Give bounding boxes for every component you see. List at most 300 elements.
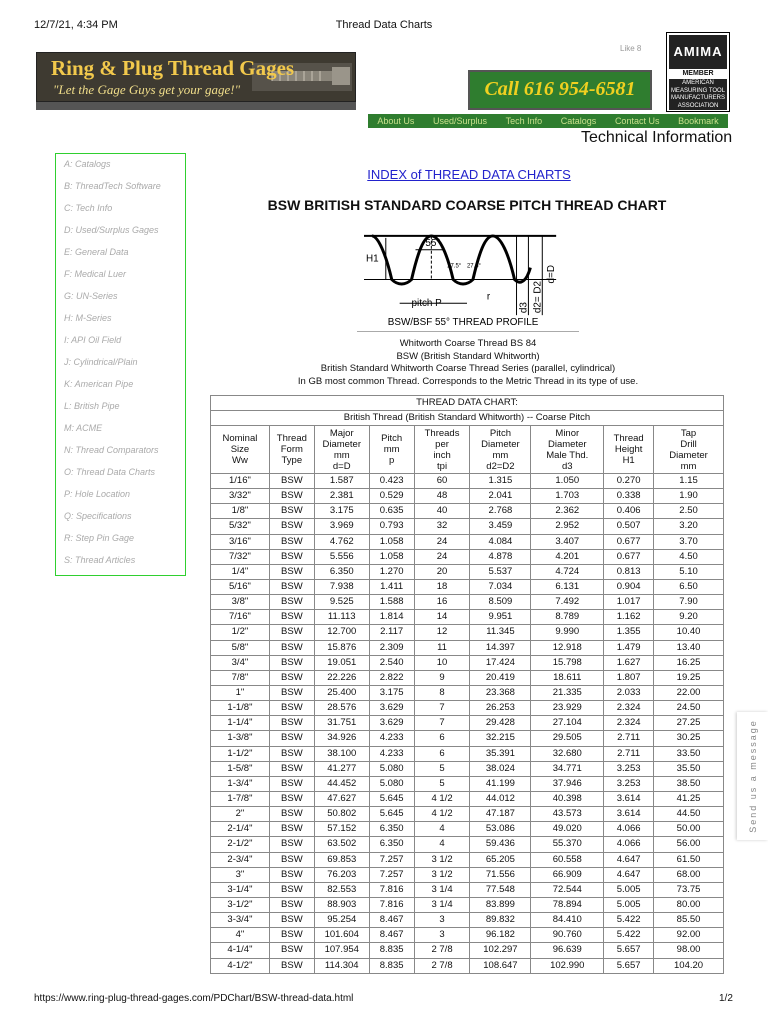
table-cell: 1.807 <box>604 670 654 685</box>
table-cell: BSW <box>269 943 314 958</box>
table-cell: 55.370 <box>531 837 604 852</box>
table-cell: 3 1/2 <box>414 852 470 867</box>
table-cell: 40.398 <box>531 791 604 806</box>
table-cell: 68.00 <box>654 867 724 882</box>
table-cell: 16 <box>414 595 470 610</box>
table-cell: 107.954 <box>314 943 369 958</box>
table-cell: 2.381 <box>314 489 369 504</box>
table-cell: 1.814 <box>369 610 414 625</box>
table-cell: 28.576 <box>314 701 369 716</box>
table-cell: 5/8" <box>211 640 270 655</box>
table-cell: 7.492 <box>531 595 604 610</box>
table-cell: 1.050 <box>531 474 604 489</box>
table-cell: 14.397 <box>470 640 531 655</box>
table-row <box>211 610 724 625</box>
table-cell: 2.324 <box>604 716 654 731</box>
column-header <box>531 426 604 474</box>
table-cell: 4" <box>211 928 270 943</box>
column-header-line: H1 <box>622 455 635 466</box>
table-cell: 4.233 <box>369 746 414 761</box>
table-cell: 5.080 <box>369 776 414 791</box>
table-cell: 5.645 <box>369 807 414 822</box>
table-cell: 38.50 <box>654 776 724 791</box>
table-cell: BSW <box>269 761 314 776</box>
table-cell: 14 <box>414 610 470 625</box>
table-cell: 50.00 <box>654 822 724 837</box>
table-cell: 12.700 <box>314 625 369 640</box>
table-cell: BSW <box>269 519 314 534</box>
table-cell: 4-1/2" <box>211 958 270 973</box>
table-cell: 72.544 <box>531 882 604 897</box>
column-header <box>654 426 724 474</box>
table-cell: 49.020 <box>531 822 604 837</box>
table-cell: 66.909 <box>531 867 604 882</box>
table-cell: 104.20 <box>654 958 724 973</box>
table-cell: 4.647 <box>604 867 654 882</box>
table-cell: 9.20 <box>654 610 724 625</box>
nav-tech-info[interactable]: Tech Info <box>505 116 543 126</box>
table-cell: 3.175 <box>314 504 369 519</box>
table-cell: 3/32" <box>211 489 270 504</box>
table-cell: BSW <box>269 867 314 882</box>
like-counter[interactable]: Like 8 <box>620 44 642 53</box>
table-cell: 11 <box>414 640 470 655</box>
table-cell: 2.711 <box>604 731 654 746</box>
table-cell: 2-3/4" <box>211 852 270 867</box>
table-cell: 53.086 <box>470 822 531 837</box>
table-cell: 96.182 <box>470 928 531 943</box>
table-cell: 5/16" <box>211 579 270 594</box>
table-row <box>211 837 724 852</box>
table-cell: 8.835 <box>369 958 414 973</box>
table-cell: 19.051 <box>314 655 369 670</box>
table-cell: 22.00 <box>654 685 724 700</box>
table-cell: 44.012 <box>470 791 531 806</box>
table-cell: 2.033 <box>604 685 654 700</box>
print-page-number: 1/2 <box>719 993 733 1004</box>
table-cell: 102.297 <box>470 943 531 958</box>
table-cell: 5 <box>414 776 470 791</box>
table-cell: 24.50 <box>654 701 724 716</box>
amima-assoc-line: MANUFACTURERS <box>670 95 725 101</box>
table-cell: 8.467 <box>369 928 414 943</box>
sidebar-item-used-surplus[interactable]: D: Used/Surplus Gages <box>64 225 159 235</box>
table-cell: 1-1/4" <box>211 716 270 731</box>
table-cell: 4-1/4" <box>211 943 270 958</box>
table-cell: 24 <box>414 534 470 549</box>
sidebar-item-specifications[interactable]: Q: Specifications <box>64 511 132 521</box>
table-row <box>211 822 724 837</box>
table-cell: BSW <box>269 670 314 685</box>
table-cell: 1.355 <box>604 625 654 640</box>
table-cell: 2.768 <box>470 504 531 519</box>
table-cell: 1.162 <box>604 610 654 625</box>
table-cell: 32 <box>414 519 470 534</box>
diagram-angle-label: 55° <box>425 237 441 249</box>
table-cell: 41.25 <box>654 791 724 806</box>
table-cell: BSW <box>269 852 314 867</box>
table-cell: 29.428 <box>470 716 531 731</box>
sidebar-item-un-series[interactable]: G: UN-Series <box>64 291 118 301</box>
table-cell: 35.391 <box>470 746 531 761</box>
column-header-line: Minor <box>555 427 580 439</box>
thread-description <box>0 338 768 388</box>
column-header-line: inch <box>433 449 451 461</box>
table-cell: 4.762 <box>314 534 369 549</box>
table-cell: 1-5/8" <box>211 761 270 776</box>
table-cell: 3.614 <box>604 807 654 822</box>
table-cell: 17.424 <box>470 655 531 670</box>
table-cell: BSW <box>269 731 314 746</box>
table-cell: 25.400 <box>314 685 369 700</box>
send-message-label: Send us a message <box>747 719 758 833</box>
table-cell: 1.315 <box>470 474 531 489</box>
sidebar-item-acme[interactable]: M: ACME <box>64 423 103 433</box>
table-cell: 37.946 <box>531 776 604 791</box>
table-cell: 0.270 <box>604 474 654 489</box>
table-cell: 2-1/2" <box>211 837 270 852</box>
column-header-line: Tap <box>680 427 697 439</box>
sidebar-item-british-pipe[interactable]: L: British Pipe <box>64 401 120 411</box>
table-cell: 2 7/8 <box>414 958 470 973</box>
diagram-small-angle-right: 27.5° <box>467 263 481 270</box>
table-cell: BSW <box>269 913 314 928</box>
table-cell: 0.904 <box>604 579 654 594</box>
amima-member-badge[interactable] <box>666 32 730 112</box>
call-button[interactable] <box>468 70 652 110</box>
table-cell: 2.540 <box>369 655 414 670</box>
table-cell: BSW <box>269 549 314 564</box>
table-cell: BSW <box>269 504 314 519</box>
column-header-line: Diameter <box>669 449 708 461</box>
column-header <box>470 426 531 474</box>
table-cell: 4.878 <box>470 549 531 564</box>
table-cell: 8.789 <box>531 610 604 625</box>
nav-bookmark[interactable]: Bookmark <box>678 116 719 126</box>
table-cell: 3/16" <box>211 534 270 549</box>
table-cell: 6.50 <box>654 579 724 594</box>
table-cell: 2.309 <box>369 640 414 655</box>
table-cell: 83.899 <box>470 897 531 912</box>
table-cell: BSW <box>269 716 314 731</box>
table-cell: 3.407 <box>531 534 604 549</box>
table-cell: 3.20 <box>654 519 724 534</box>
table-cell: 1" <box>211 685 270 700</box>
call-button-label: Call 616 954-6581 <box>484 78 636 100</box>
sidebar-item-american-pipe[interactable]: K: American Pipe <box>64 379 134 389</box>
table-row <box>211 852 724 867</box>
nav-contact-us[interactable]: Contact Us <box>614 116 660 126</box>
column-header-line: Male Thd. <box>546 449 589 461</box>
table-row <box>211 897 724 912</box>
sidebar-item-hole-location[interactable]: P: Hole Location <box>64 489 131 499</box>
table-cell: 13.40 <box>654 640 724 655</box>
table-cell: 3 <box>414 913 470 928</box>
table-row <box>211 807 724 822</box>
sidebar-item-thread-data-charts[interactable]: O: Thread Data Charts <box>64 467 156 477</box>
table-cell: 7.034 <box>470 579 531 594</box>
table-cell: 80.00 <box>654 897 724 912</box>
table-cell: 0.813 <box>604 564 654 579</box>
table-cell: 8.835 <box>369 943 414 958</box>
table-cell: 1.587 <box>314 474 369 489</box>
table-cell: 5.422 <box>604 928 654 943</box>
table-cell: 2.952 <box>531 519 604 534</box>
table-subcaption-row <box>211 411 724 426</box>
table-cell: 12.918 <box>531 640 604 655</box>
table-cell: BSW <box>269 958 314 973</box>
table-cell: 15.876 <box>314 640 369 655</box>
table-cell: 6.350 <box>314 564 369 579</box>
table-cell: 3.969 <box>314 519 369 534</box>
table-cell: 5.537 <box>470 564 531 579</box>
table-cell: 7.257 <box>369 852 414 867</box>
table-cell: 3.70 <box>654 534 724 549</box>
nav-used-surplus[interactable]: Used/Surplus <box>432 116 487 126</box>
table-cell: 34.926 <box>314 731 369 746</box>
description-line: Whitworth Coarse Thread BS 84 <box>399 338 537 349</box>
table-cell: 16.25 <box>654 655 724 670</box>
table-cell: 27.104 <box>531 716 604 731</box>
table-cell: 30.25 <box>654 731 724 746</box>
nav-catalogs[interactable]: Catalogs <box>560 116 597 126</box>
column-header <box>369 426 414 474</box>
table-cell: 0.529 <box>369 489 414 504</box>
table-row <box>211 625 724 640</box>
sidebar-item-threadtech-software[interactable]: B: ThreadTech Software <box>64 181 161 191</box>
table-row <box>211 685 724 700</box>
site-slogan: "Let the Gage Guys get your gage!" <box>53 82 241 97</box>
table-cell: 4.201 <box>531 549 604 564</box>
sidebar-item-medical-luer[interactable]: F: Medical Luer <box>64 269 127 279</box>
table-cell: 44.50 <box>654 807 724 822</box>
table-cell: 2.822 <box>369 670 414 685</box>
table-cell: BSW <box>269 610 314 625</box>
table-cell: 27.25 <box>654 716 724 731</box>
table-cell: 3 1/4 <box>414 882 470 897</box>
table-cell: 6 <box>414 731 470 746</box>
table-row <box>211 701 724 716</box>
nav-about-us[interactable]: About Us <box>377 116 415 126</box>
table-cell: 3/8" <box>211 595 270 610</box>
table-cell: 11.345 <box>470 625 531 640</box>
table-cell: 2 7/8 <box>414 943 470 958</box>
diagram-pitch-label: pitch P <box>411 298 442 310</box>
banner-strip <box>36 102 356 110</box>
table-cell: 59.436 <box>470 837 531 852</box>
send-message-tab[interactable] <box>737 712 768 840</box>
column-header <box>414 426 470 474</box>
top-nav <box>368 114 728 128</box>
table-cell: 47.627 <box>314 791 369 806</box>
table-cell: 50.802 <box>314 807 369 822</box>
table-cell: 88.903 <box>314 897 369 912</box>
sidebar-item-m-series[interactable]: H: M-Series <box>64 313 112 323</box>
table-cell: 5.657 <box>604 958 654 973</box>
table-cell: 2.041 <box>470 489 531 504</box>
column-header-line: Diameter <box>548 438 587 450</box>
diagram-h1-label: H1 <box>365 253 379 265</box>
table-cell: 0.406 <box>604 504 654 519</box>
column-header-line: mm <box>333 449 350 461</box>
description-line: In GB most common Thread. Corresponds to the Metric Thread in its type of use. <box>297 375 639 387</box>
table-cell: 1.017 <box>604 595 654 610</box>
table-cell: BSW <box>269 595 314 610</box>
table-cell: 4.233 <box>369 731 414 746</box>
table-cell: 43.573 <box>531 807 604 822</box>
column-header-line: d2=D2 <box>486 460 515 472</box>
table-cell: 33.50 <box>654 746 724 761</box>
table-cell: 4.066 <box>604 837 654 852</box>
table-cell: 5.080 <box>369 761 414 776</box>
table-cell: 96.639 <box>531 943 604 958</box>
site-banner[interactable] <box>36 52 356 102</box>
sidebar-item-cylindrical-plain[interactable]: J: Cylindrical/Plain <box>64 357 138 367</box>
table-cell: 22.226 <box>314 670 369 685</box>
table-cell: 7 <box>414 701 470 716</box>
thread-profile-diagram <box>357 228 579 332</box>
column-header-line: per <box>435 438 449 450</box>
site-name: Ring & Plug Thread Gages <box>51 56 295 80</box>
table-cell: 5.10 <box>654 564 724 579</box>
thread-data-table <box>210 395 724 974</box>
sidebar-item-step-pin-gage[interactable]: R: Step Pin Gage <box>64 533 135 543</box>
sidebar-item-thread-articles[interactable]: S: Thread Articles <box>64 555 136 565</box>
table-cell: 4.647 <box>604 852 654 867</box>
table-cell: 32.215 <box>470 731 531 746</box>
table-cell: 3.629 <box>369 701 414 716</box>
chart-title: BSW BRITISH STANDARD COARSE PITCH THREAD CHART <box>267 197 667 213</box>
column-header-line: mm <box>383 444 400 455</box>
table-cell: 1.588 <box>369 595 414 610</box>
description-line: BSW (British Standard Whitworth) <box>396 350 540 362</box>
table-cell: BSW <box>269 807 314 822</box>
table-cell: 1-1/8" <box>211 701 270 716</box>
column-header-line: Diameter <box>322 438 362 450</box>
table-cell: 48 <box>414 489 470 504</box>
table-cell: 7/32" <box>211 549 270 564</box>
table-cell: 41.199 <box>470 776 531 791</box>
table-cell: 3 1/2 <box>414 867 470 882</box>
diagram-d-label: d=D <box>546 265 558 284</box>
table-cell: 3.175 <box>369 685 414 700</box>
column-header-line: d3 <box>562 460 573 472</box>
table-cell: 3.629 <box>369 716 414 731</box>
table-cell: 5.005 <box>604 882 654 897</box>
table-caption-row <box>211 396 724 411</box>
table-cell: 21.335 <box>531 685 604 700</box>
table-cell: 44.452 <box>314 776 369 791</box>
sidebar-item-catalogs[interactable]: A: Catalogs <box>64 159 111 169</box>
table-cell: 7.938 <box>314 579 369 594</box>
table-row <box>211 564 724 579</box>
table-cell: 1.90 <box>654 489 724 504</box>
table-cell: 77.548 <box>470 882 531 897</box>
table-cell: 3-3/4" <box>211 913 270 928</box>
column-header-line: Pitch <box>381 433 403 444</box>
table-cell: 5 <box>414 761 470 776</box>
sidebar-item-api-oil-field[interactable]: I: API Oil Field <box>64 335 122 345</box>
table-cell: 4.066 <box>604 822 654 837</box>
table-cell: 24 <box>414 549 470 564</box>
column-header <box>314 426 369 474</box>
table-cell: 31.751 <box>314 716 369 731</box>
amima-assoc-line: ASSOCIATION <box>677 102 719 109</box>
table-cell: 8.509 <box>470 595 531 610</box>
table-cell: 3 1/4 <box>414 897 470 912</box>
table-cell: BSW <box>269 685 314 700</box>
table-cell: 9.525 <box>314 595 369 610</box>
table-cell: 69.853 <box>314 852 369 867</box>
table-cell: 0.793 <box>369 519 414 534</box>
table-cell: 6.350 <box>369 837 414 852</box>
table-cell: 0.423 <box>369 474 414 489</box>
table-row <box>211 776 724 791</box>
table-row <box>211 731 724 746</box>
column-header-line: Drill <box>680 438 697 450</box>
table-cell: 3" <box>211 867 270 882</box>
table-cell: 3.253 <box>604 776 654 791</box>
table-cell: 5/32" <box>211 519 270 534</box>
table-cell: 5.645 <box>369 791 414 806</box>
table-cell: 4 1/2 <box>414 791 470 806</box>
table-cell: BSW <box>269 564 314 579</box>
table-cell: 1-1/2" <box>211 746 270 761</box>
table-cell: 5.422 <box>604 913 654 928</box>
column-header-line: Ww <box>232 455 248 466</box>
print-header <box>0 0 768 40</box>
table-cell: 7.90 <box>654 595 724 610</box>
table-cell: 6 <box>414 746 470 761</box>
table-cell: 1.058 <box>369 549 414 564</box>
table-cell: 7/8" <box>211 670 270 685</box>
column-header-line: Diameter <box>481 438 520 450</box>
table-cell: 7.816 <box>369 897 414 912</box>
table-cell: 0.507 <box>604 519 654 534</box>
table-row <box>211 867 724 882</box>
table-cell: 23.929 <box>531 701 604 716</box>
table-cell: 73.75 <box>654 882 724 897</box>
table-subcaption: British Thread (British Standard Whitworth) -- Coarse Pitch <box>211 411 724 426</box>
column-header-line: d=D <box>332 460 351 472</box>
column-header-line: Pitch <box>489 427 511 439</box>
table-cell: 56.00 <box>654 837 724 852</box>
table-cell: 1.479 <box>604 640 654 655</box>
table-cell: BSW <box>269 776 314 791</box>
table-cell: 18 <box>414 579 470 594</box>
description-line: British Standard Whitworth Coarse Thread Series (parallel, cylindrical) <box>320 363 616 374</box>
table-cell: 10.40 <box>654 625 724 640</box>
table-cell: BSW <box>269 837 314 852</box>
table-cell: 3-1/4" <box>211 882 270 897</box>
table-cell: 32.680 <box>531 746 604 761</box>
table-row <box>211 504 724 519</box>
sidebar-item-general-data[interactable]: E: General Data <box>64 247 129 257</box>
table-cell: 101.604 <box>314 928 369 943</box>
index-link[interactable]: INDEX of THREAD DATA CHARTS <box>367 167 571 182</box>
sidebar-item-tech-info[interactable]: C: Tech Info <box>64 203 113 213</box>
table-row <box>211 913 724 928</box>
table-cell: 57.152 <box>314 822 369 837</box>
amima-logo: AMIMA <box>669 35 727 69</box>
column-header-line: p <box>389 455 395 466</box>
table-cell: BSW <box>269 474 314 489</box>
column-header <box>211 426 270 474</box>
diagram-caption: BSW/BSF 55° THREAD PROFILE <box>387 317 539 329</box>
column-header-line: mm <box>492 449 509 461</box>
sidebar-item-thread-comparators[interactable]: N: Thread Comparators <box>64 445 159 455</box>
table-cell: 76.203 <box>314 867 369 882</box>
